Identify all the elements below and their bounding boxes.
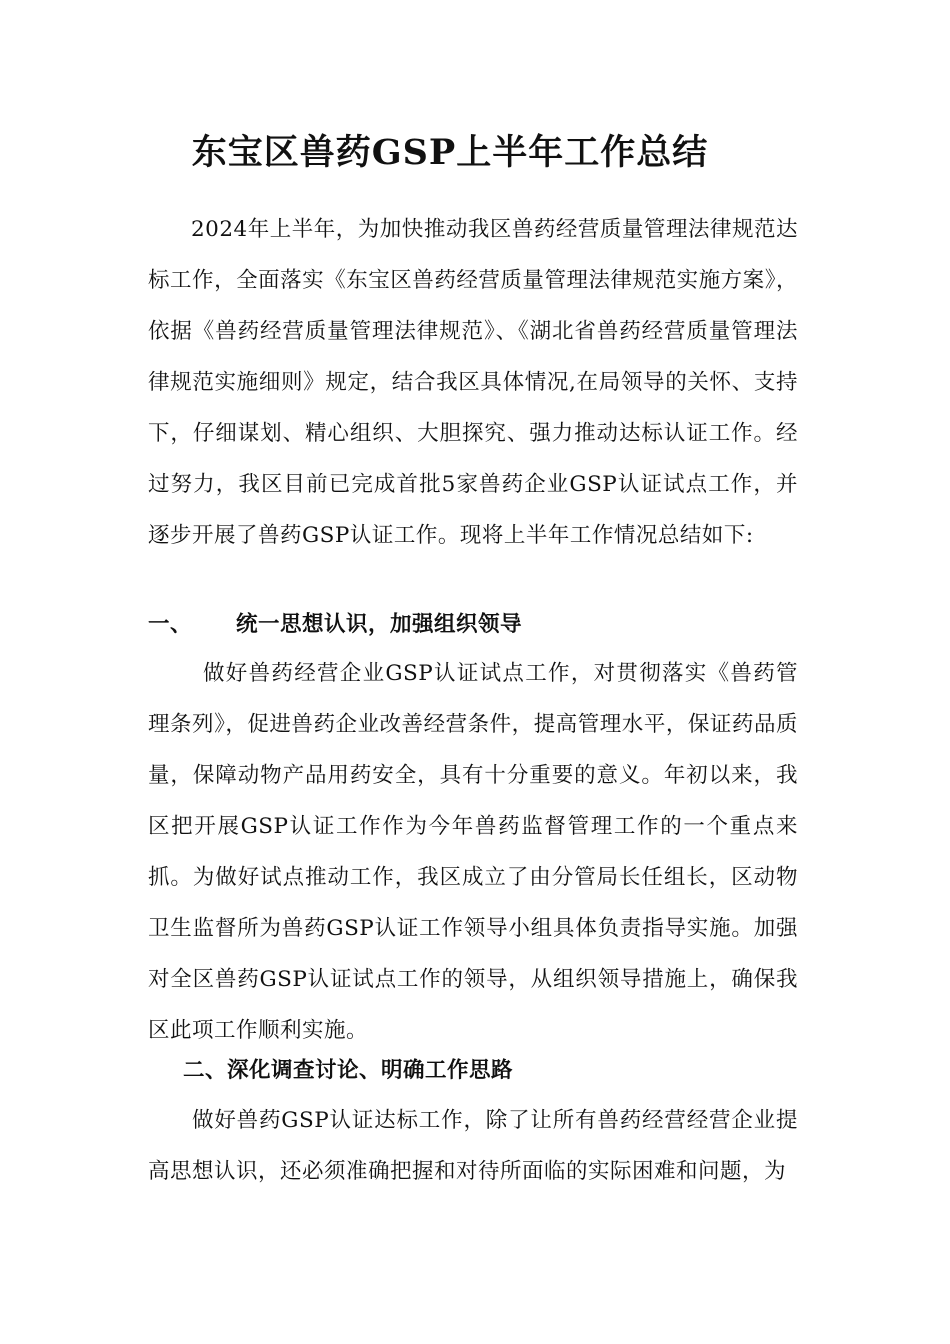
section-1-number: 一、 (148, 612, 193, 637)
intro-paragraph: 2024年上半年，为加快推动我区兽药经营质量管理法律规范达标工作，全面落实《东宝区兽药经营质量管理法律规范实施方案》，依据《兽药经营质量管理法律规范》、《湖北省兽药经营质量管理法律规范实施细则》规定，结合我区具体情况,在局领导的关怀、支持下，仔细谋划、精心组织、大胆探究、强力推动达标认证工作。经过努力，我区目前已完成首批5家兽药企业GSP认证试点工作，并逐步开展了兽药GSP认证工作。现将上半年工作情况总结如下: (148, 217, 798, 548)
section-1-heading: 统一思想认识，加强组织领导 (236, 612, 523, 637)
section-2-paragraph: 做好兽药GSP认证达标工作，除了让所有兽药经营经营企业提高思想认识，还必须准确把握和对待所面临的实际困难和问题，为 (148, 1108, 798, 1184)
section-2-heading: 二、深化调查讨论、明确工作思路 (183, 1058, 514, 1083)
document-title: 东宝区兽药GSP上半年工作总结 (191, 132, 709, 173)
section-1-paragraph: 做好兽药经营企业GSP认证试点工作，对贯彻落实《兽药管理条列》，促进兽药企业改善经营条件，提高管理水平，保证药品质量，保障动物产品用药安全，具有十分重要的意义。年初以来，我区把开展GSP认证工作作为今年兽药监督管理工作的一个重点来抓。为做好试点推动工作，我区成立了由分管局长任组长，区动物卫生监督所为兽药GSP认证工作领导小组具体负责指导实施。加强对全区兽药GSP认证试点工作的领导，从组织领导措施上，确保我区此项工作顺利实施。 (148, 661, 798, 1043)
